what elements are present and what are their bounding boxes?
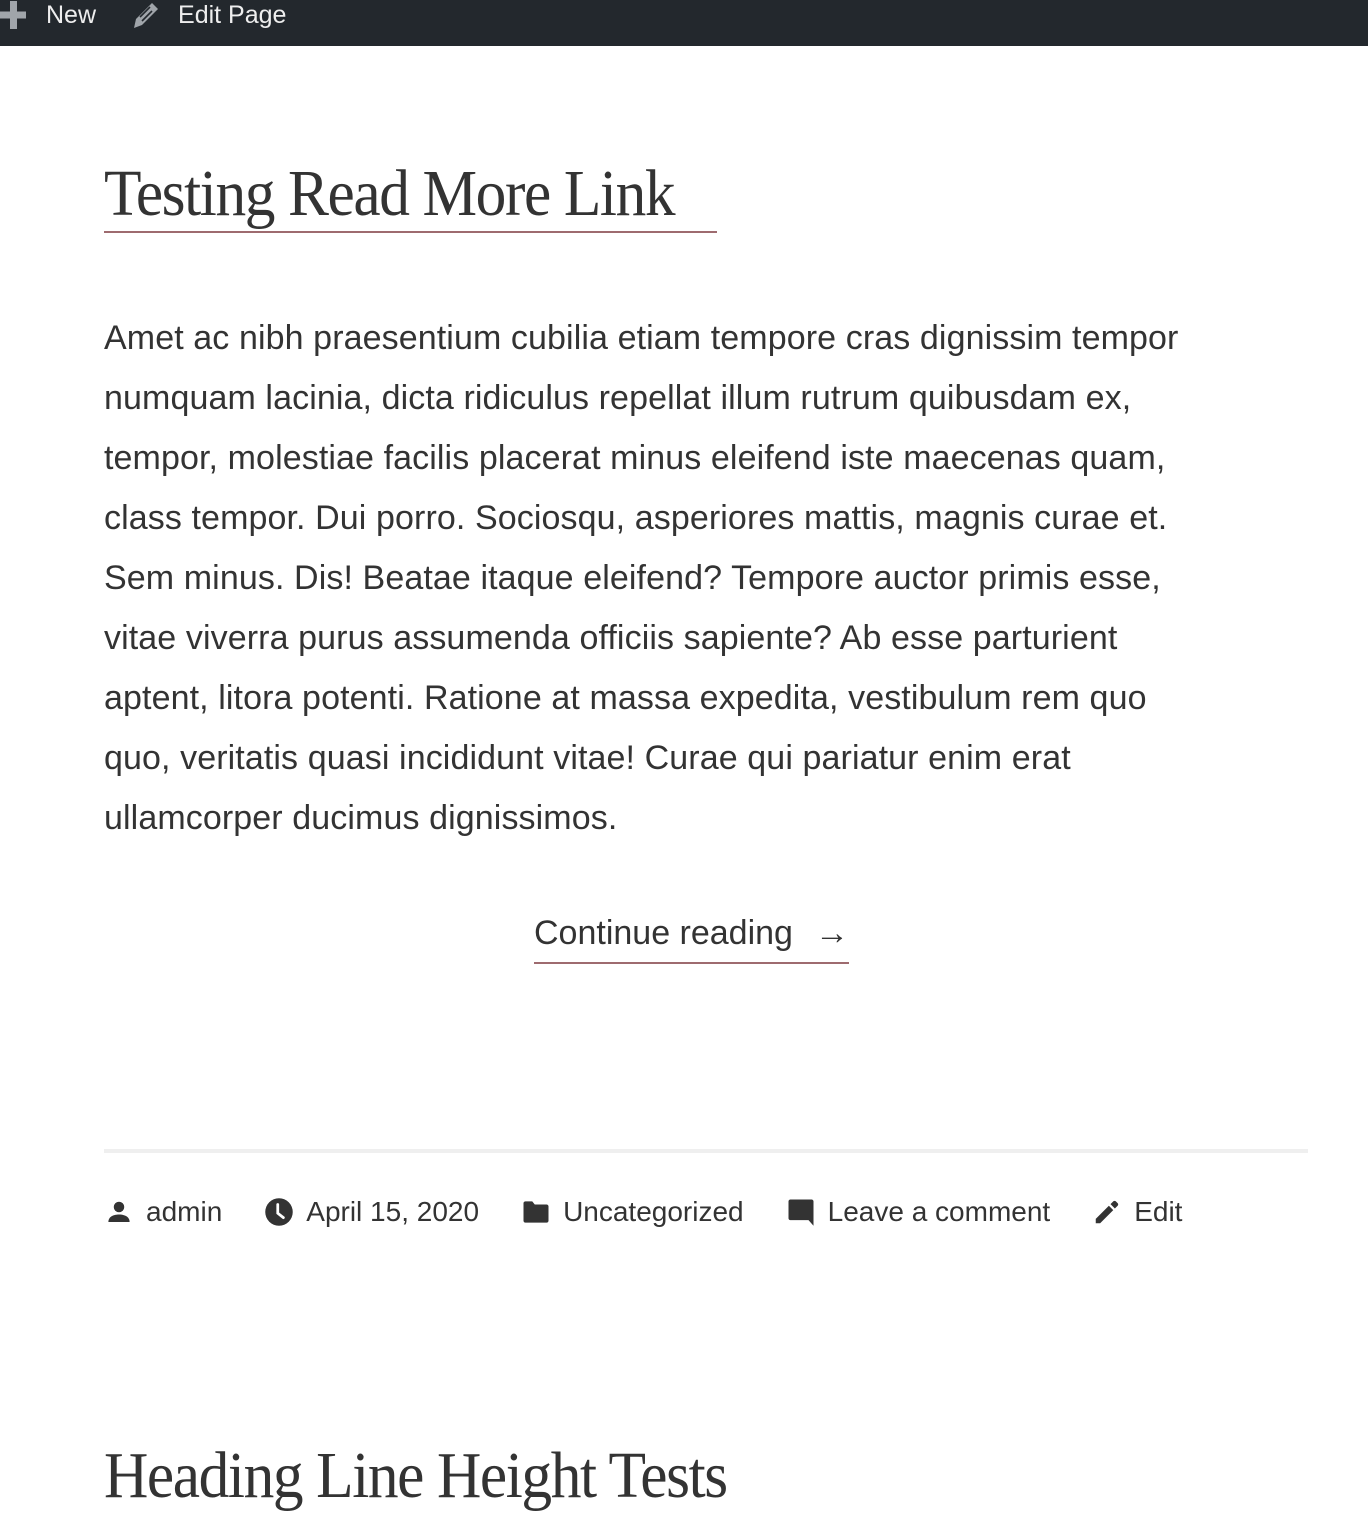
continue-reading-label: Continue reading (534, 914, 793, 952)
post-title (104, 1440, 774, 1513)
pencil-icon (1092, 1197, 1122, 1227)
post-comments (786, 1196, 1051, 1228)
content-line: quo, veritatis quasi incididunt vitae! Curae qui pariatur enim erat (104, 739, 1071, 777)
content-line: class tempor. Dui porro. Sociosqu, asperiores mattis, magnis curae et. (104, 499, 1168, 537)
person-icon (104, 1197, 134, 1227)
plus-icon (0, 1, 28, 29)
content-line: ullamcorper ducimus dignissimos. (104, 799, 618, 837)
post-author (104, 1196, 222, 1228)
post-title-text: Testing Read More Link (104, 157, 675, 230)
content-line: Amet ac nibh praesentium cubilia etiam tempore cras dignissim tempor (104, 319, 1179, 357)
post-category (521, 1196, 744, 1228)
post-title-link[interactable] (104, 158, 717, 233)
folder-icon (521, 1197, 551, 1227)
content-line: aptent, litora potenti. Ratione at massa expedita, vestibulum rem quo (104, 679, 1147, 717)
clock-icon (264, 1197, 294, 1227)
post-content (104, 308, 1308, 848)
admin-bar (0, 0, 1368, 46)
more-link-container (534, 908, 849, 964)
date-link[interactable]: April 15, 2020 (306, 1196, 480, 1227)
admin-bar-edit-page-button[interactable] (132, 0, 286, 30)
pencil-icon (132, 1, 160, 29)
content-line: tempor, molestiae facilis placerat minus eleifend iste maecenas quam, (104, 439, 1166, 477)
category-link[interactable]: Uncategorized (563, 1196, 744, 1227)
footer-divider (104, 1149, 1308, 1153)
comment-icon (786, 1197, 816, 1227)
author-link[interactable]: admin (146, 1196, 223, 1227)
arrow-right-icon: → (814, 914, 849, 952)
post-title-link[interactable]: Heading Line Height Tests (104, 1439, 727, 1512)
edit-post-link[interactable]: Edit (1134, 1196, 1183, 1227)
leave-comment-link[interactable]: Leave a comment (827, 1196, 1051, 1227)
post-date (264, 1196, 479, 1228)
post-title (104, 158, 717, 233)
admin-bar-new-label: New (46, 0, 97, 29)
continue-reading-link[interactable] (534, 908, 849, 964)
post-edit (1092, 1196, 1182, 1228)
admin-bar-new-button[interactable] (0, 0, 96, 30)
content-line: vitae viverra purus assumenda officiis sapiente? Ab esse parturient (104, 619, 1118, 657)
content-line: Sem minus. Dis! Beatae itaque eleifend? Tempore auctor primis esse, (104, 559, 1161, 597)
admin-bar-edit-page-label: Edit Page (178, 0, 287, 29)
content-line: numquam lacinia, dicta ridiculus repellat illum rutrum quibusdam ex, (104, 379, 1132, 417)
post-meta (104, 1196, 1224, 1228)
